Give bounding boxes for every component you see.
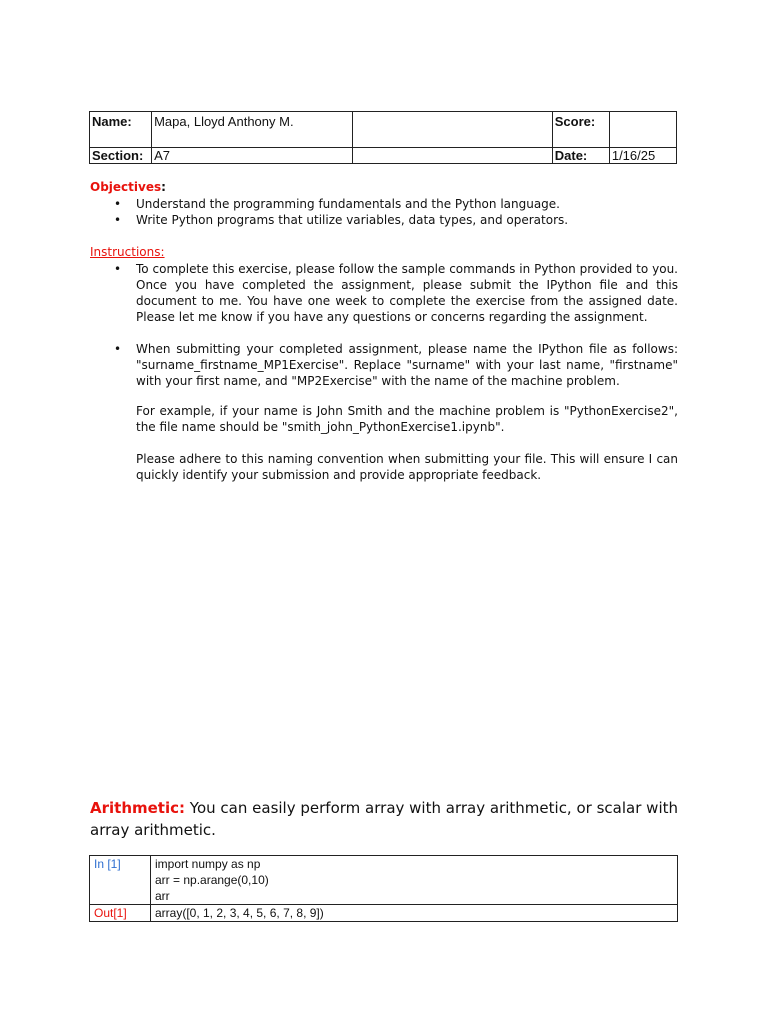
code-line: arr bbox=[155, 889, 170, 903]
blank-cell bbox=[353, 112, 552, 148]
list-item bbox=[90, 196, 678, 212]
code-line: import numpy as np bbox=[155, 857, 261, 871]
name-value: Mapa, Lloyd Anthony M. bbox=[152, 112, 353, 148]
list-item bbox=[90, 212, 678, 228]
name-label: Name: bbox=[90, 112, 152, 148]
input-row bbox=[90, 856, 678, 905]
instruction-text: When submitting your completed assignment, please name the IPython file as follows: "surname_firstname_MP1Exercise". Replace "surname" with your last name, "firstname" with your first name, and "MP2Exercise" with the name of the machine problem. bbox=[136, 342, 678, 388]
objectives-colon: : bbox=[161, 180, 166, 194]
instructions-heading: Instructions: bbox=[90, 245, 165, 259]
section-label: Section: bbox=[90, 148, 152, 164]
arithmetic-section bbox=[90, 797, 678, 841]
example-paragraph: For example, if your name is John Smith and the machine problem is "PythonExercise2", the file name should be "smith_john_PythonExercise1.ipynb". bbox=[136, 404, 678, 434]
student-info-table bbox=[89, 111, 677, 164]
arithmetic-heading: Arithmetic: bbox=[90, 799, 186, 817]
bullet-icon: • bbox=[114, 197, 122, 211]
list-item bbox=[90, 341, 678, 389]
convention-paragraph: Please adhere to this naming convention when submitting your file. This will ensure I can quickly identify your submission and provide appropriate feedback. bbox=[136, 452, 678, 482]
output-value: array([0, 1, 2, 3, 4, 5, 6, 7, 8, 9]) bbox=[151, 905, 678, 922]
instruction-text: To complete this exercise, please follow the sample commands in Python provided to you. Once you have completed the assignment, please submit the IPython file and this document to me. You have one week to complete the exercise from the assigned date. Please let me know if you have any questions or concerns regarding the assignment. bbox=[136, 262, 678, 324]
output-row bbox=[90, 905, 678, 922]
instructions-list bbox=[90, 261, 678, 325]
bullet-icon: • bbox=[114, 213, 122, 227]
objectives-list bbox=[90, 196, 678, 228]
code-line: arr = np.arange(0,10) bbox=[155, 873, 269, 887]
score-label: Score: bbox=[552, 112, 609, 148]
blank-cell bbox=[353, 148, 552, 164]
objective-text: Understand the programming fundamentals and the Python language. bbox=[136, 197, 560, 211]
date-value: 1/16/25 bbox=[609, 148, 676, 164]
score-value bbox=[609, 112, 676, 148]
instructions-list-2 bbox=[90, 341, 678, 389]
date-label: Date: bbox=[552, 148, 609, 164]
objectives-title: Objectives bbox=[90, 180, 162, 194]
input-label: In [1] bbox=[90, 856, 151, 905]
code-cell-table bbox=[89, 855, 678, 922]
input-code bbox=[151, 856, 678, 905]
output-label: Out[1] bbox=[90, 905, 151, 922]
list-item bbox=[90, 261, 678, 325]
section-value: A7 bbox=[152, 148, 353, 164]
bullet-icon: • bbox=[114, 262, 122, 276]
arithmetic-text: You can easily perform array with array arithmetic, or scalar with array arithmetic. bbox=[90, 799, 678, 839]
bullet-icon: • bbox=[114, 342, 122, 356]
objective-text: Write Python programs that utilize variables, data types, and operators. bbox=[136, 213, 569, 227]
objectives-heading bbox=[90, 180, 166, 194]
